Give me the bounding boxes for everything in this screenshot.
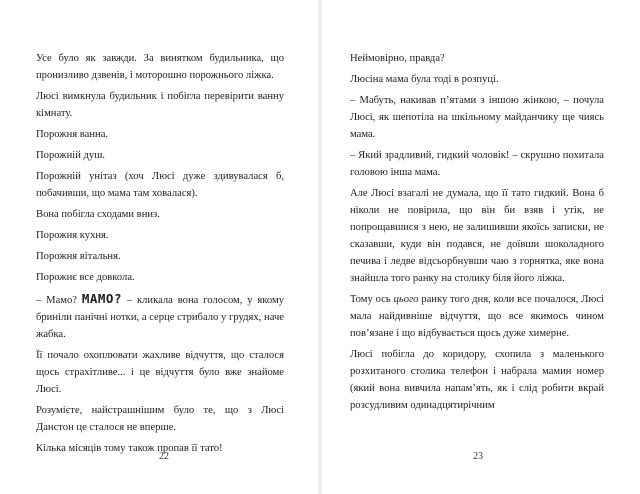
paragraph: Порожнє все довкола. <box>36 272 135 283</box>
paragraph: Але Люсі взагалі не думала, що її тато гидкий. Вона б ніколи не повірила, що він би взяв і утік, не попрощавшися з нею, не залишивши якоїсь записки, не сказавши, куди він подався, не доївши шоколадного печива і ледве відсьорбнувши чаю з горнятка, яке вона знайшла того ранку на столику біля його ліжка. <box>350 188 604 284</box>
page-number: 22 <box>159 451 169 462</box>
page-number: 23 <box>473 451 483 462</box>
left-page-text <box>36 50 284 457</box>
paragraph: Люсі вимкнула будильник і побігла перевірити ванну кімнату. <box>36 91 284 119</box>
paragraph: Порожня вітальня. <box>36 251 121 262</box>
right-page-text <box>350 50 604 414</box>
paragraph: Її почало охоплювати жахливе відчуття, що сталося щось страхітливе... і це відчуття було вже знайоме Люсі. <box>36 350 284 395</box>
paragraph: Усе було як завжди. За винятком будильника, що пронизливо дзвенів, і моторошно порожнього ліжка. <box>36 53 284 81</box>
emphasis-text: цього <box>393 294 419 305</box>
paragraph: Кілька місяців тому також пропав її тато! <box>36 443 223 454</box>
paragraph: Люсі побігла до коридору, схопила з маленького розхитаного столика телефон і набрала мамин номер (який вона вивчила напам’ять, як і слід робити вкрай розсудливим одинадцятирічним <box>350 349 604 411</box>
shout-text: МАМО? <box>81 291 122 306</box>
dialogue-text: – кликала вона голосом, у якому бриніли панічні нотки, а серце стрибало у грудях, наче жабка. <box>36 295 284 340</box>
body-text: Тому ось <box>350 294 394 305</box>
paragraph: Неймовірно, правда? <box>350 53 445 64</box>
paragraph: Порожній душ. <box>36 150 106 161</box>
right-page <box>320 0 640 494</box>
paragraph: – Мабуть, накивав п’ятами з іншою жінкою, – почула Люсі, як шепотіла на шкільному майданчику ще чиясь мама. <box>350 95 604 140</box>
paragraph: Люсіна мама була тоді в розпуці. <box>350 74 499 85</box>
paragraph <box>36 290 284 343</box>
paragraph: Вона побігла сходами вниз. <box>36 209 160 220</box>
dialogue-text: – Мамо? <box>36 295 82 306</box>
body-text: ранку того дня, коли все почалося, Люсі мала найдивніше відчуття, що все якимось чином пов’язане і що відбувається щось дуже химерне. <box>350 294 604 339</box>
paragraph: Порожній унітаз (хоч Люсі дуже здивувалася б, побачивши, що мама там ховалася). <box>36 171 284 199</box>
paragraph: Розумієте, найстрашнішим було те, що з Люсі Данстон це сталося не вперше. <box>36 405 284 433</box>
paragraph <box>350 291 604 342</box>
paragraph: Порожня кухня. <box>36 230 109 241</box>
paragraph: Порожня ванна. <box>36 129 109 140</box>
paragraph: – Який зрадливий, гидкий чоловік! – скрушно похитала головою інша мама. <box>350 150 604 178</box>
